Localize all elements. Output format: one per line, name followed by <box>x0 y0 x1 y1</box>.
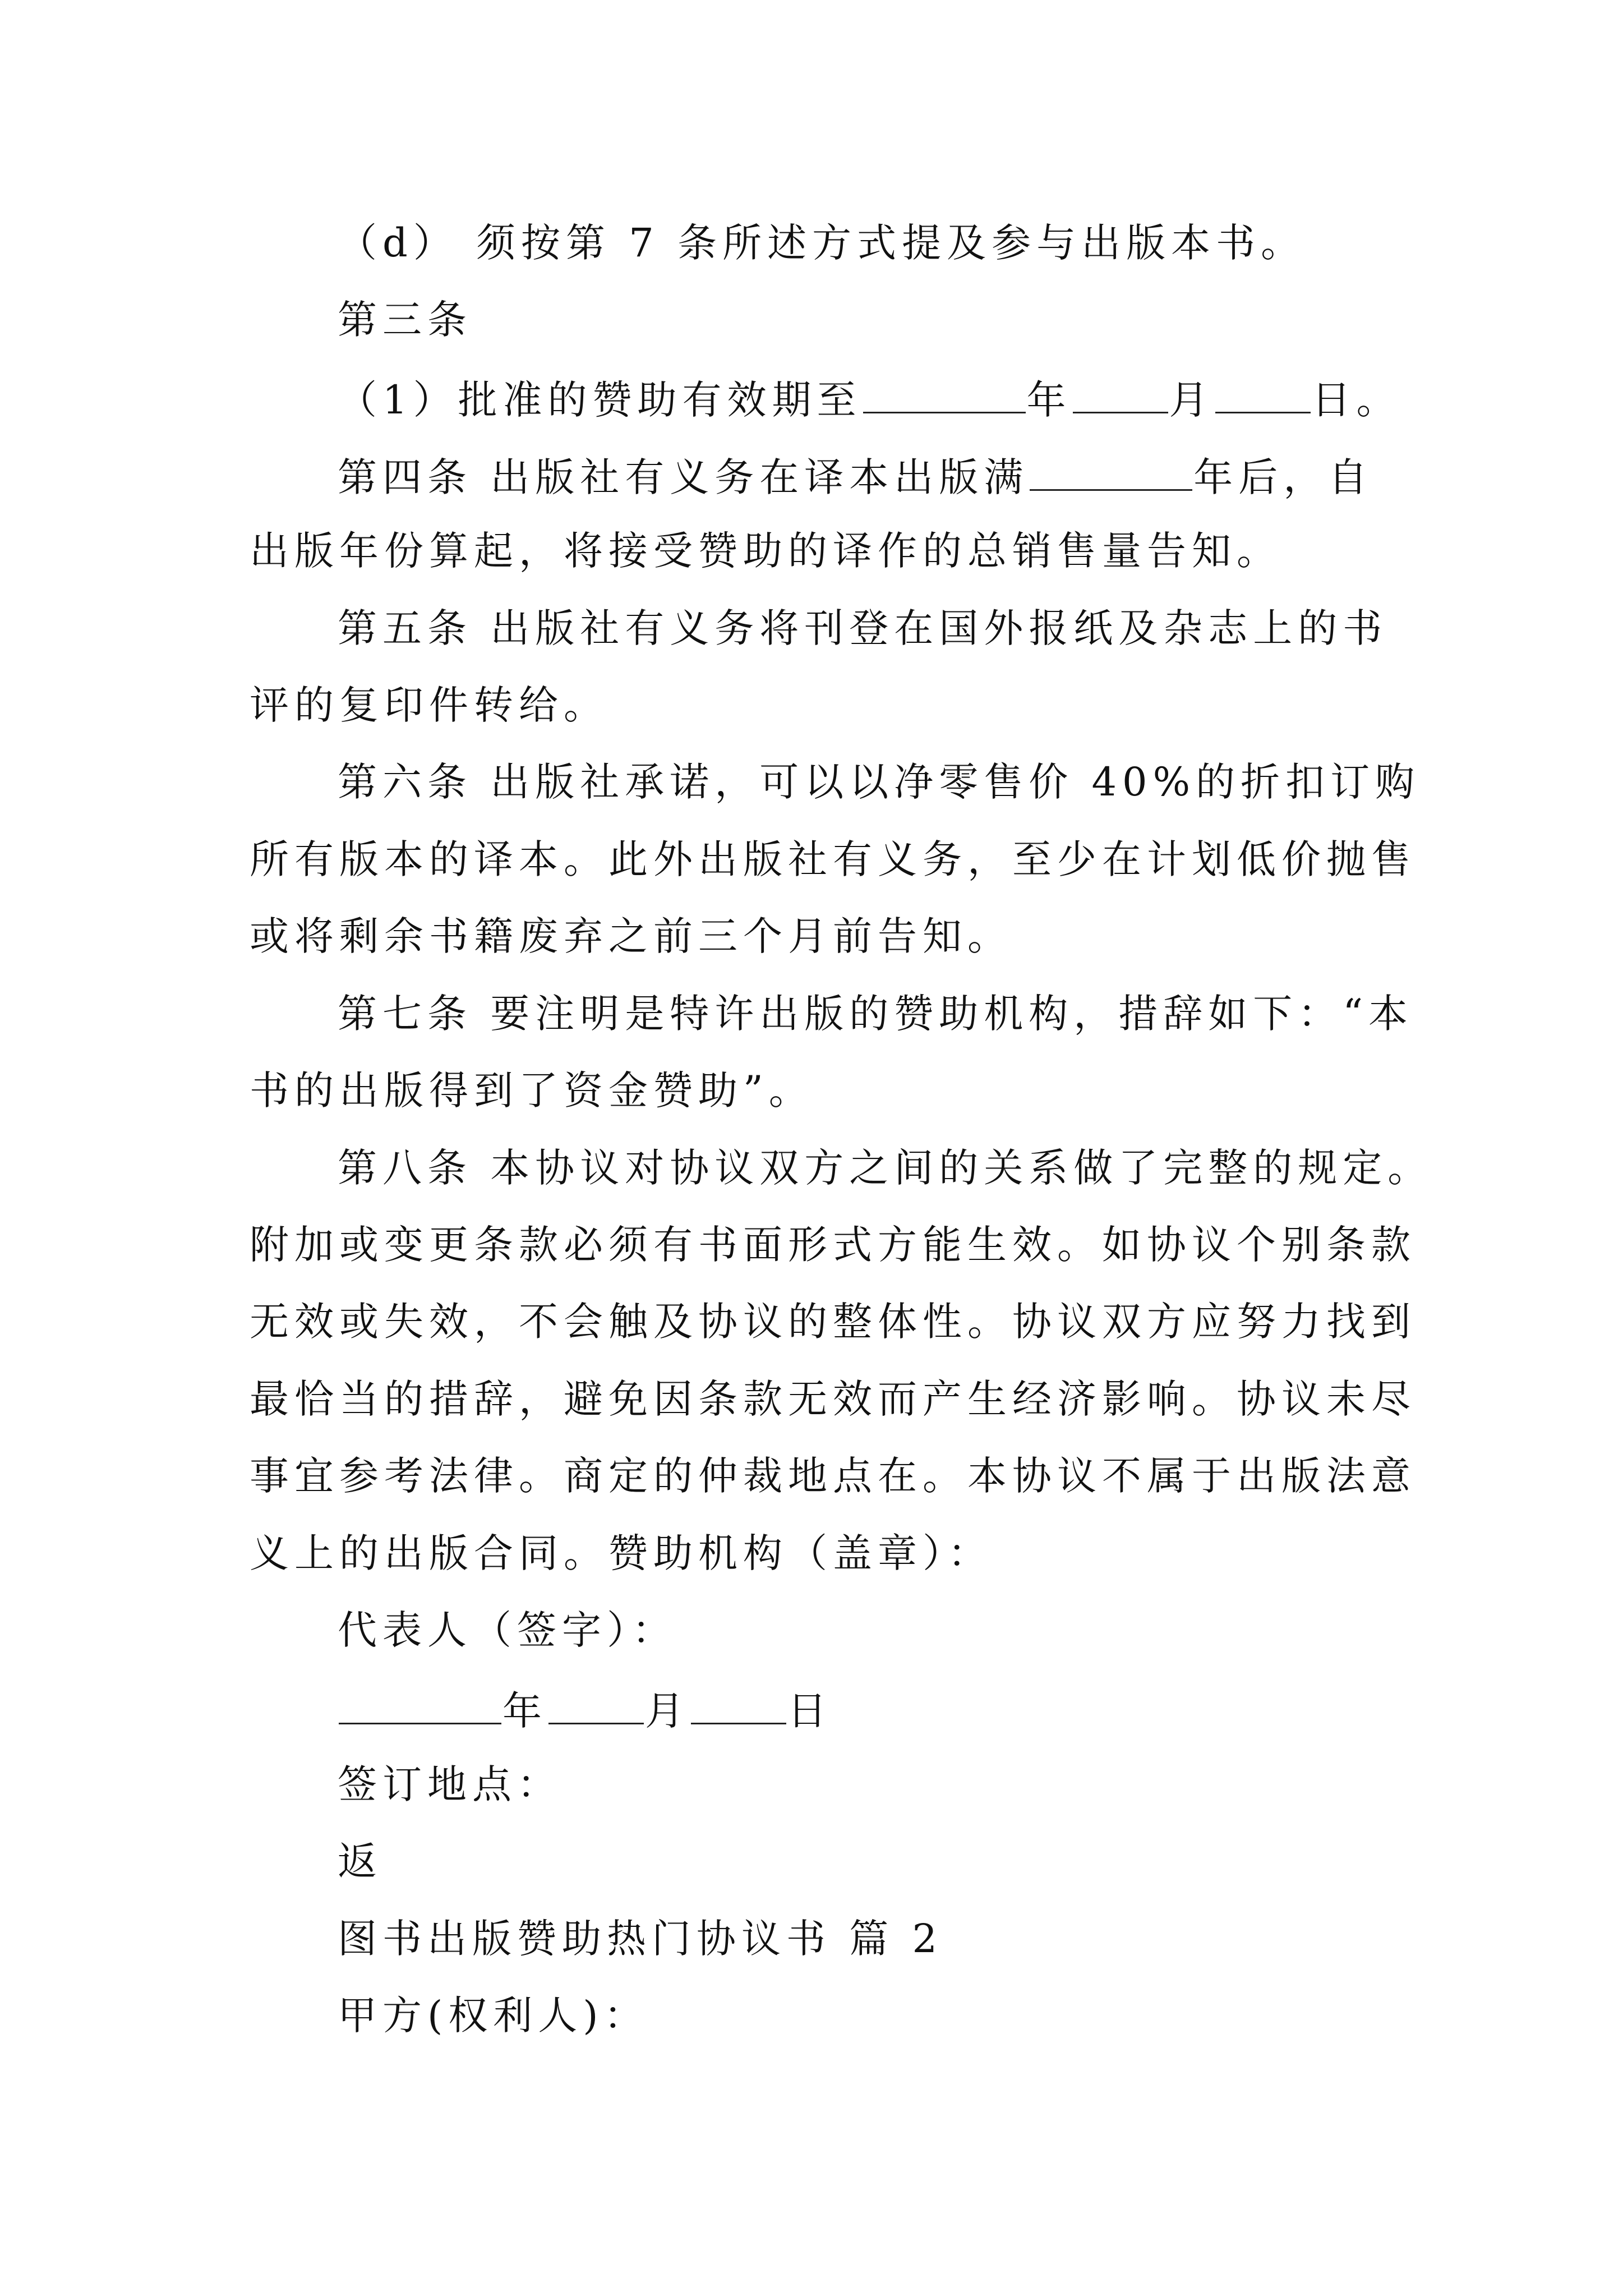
article-8-line-3 <box>250 1299 1416 1345</box>
article-5-line-1 <box>338 605 1388 651</box>
signing-day-label: 日 <box>787 1688 832 1734</box>
signing-year-blank <box>339 1688 501 1724</box>
representative-line <box>338 1607 677 1653</box>
article-8-text-a: 第八条 本协议对协议双方之间的关系做了完整的规定。 <box>338 1145 1433 1191</box>
article-8-text-c: 无效或失效，不会触及协议的整体性。协议双方应努力找到 <box>250 1299 1416 1345</box>
article-5-line-2 <box>250 682 608 728</box>
validity-day-blank <box>1215 377 1311 413</box>
clause-2-item-d-text: （d） 须按第 7 条所述方式提及参与出版本书。 <box>338 220 1306 266</box>
signing-date-line <box>338 1688 832 1734</box>
article-5-text-a: 第五条 出版社有义务将刊登在国外报纸及杂志上的书 <box>338 605 1388 651</box>
representative-label: 代表人（签字）： <box>338 1607 677 1653</box>
return-text: 返 <box>338 1838 382 1884</box>
article-6-text-c: 或将剩余书籍废弃之前三个月前告知。 <box>250 913 1012 959</box>
clause-2-item-d <box>338 220 1306 266</box>
article-3-heading-text: 第三条 <box>338 297 472 343</box>
article-6-text-a: 第六条 出版社承诺，可以以净零售价 40%的折扣订购 <box>338 759 1421 805</box>
party-a-label: 甲方(权利人)： <box>338 1993 649 2039</box>
article-8-text-b: 附加或变更条款必须有书面形式方能生效。如协议个别条款 <box>250 1222 1416 1268</box>
validity-label: （1）批准的赞助有效期至 <box>338 377 862 423</box>
article-8-line-4 <box>250 1376 1416 1422</box>
article-8-line-6 <box>250 1530 993 1576</box>
month-label: 月 <box>1169 377 1214 423</box>
article-6-line-2 <box>250 836 1416 882</box>
article-3-heading <box>338 297 472 343</box>
article-8-line-2 <box>250 1222 1416 1268</box>
article-8-line-1 <box>338 1145 1433 1191</box>
article-8-line-5 <box>250 1453 1416 1499</box>
article-6-line-3 <box>250 913 1012 959</box>
signing-year-label: 年 <box>502 1688 547 1734</box>
article-4-line-1 <box>338 454 1373 500</box>
article-4-text-a: 第四条 出版社有义务在译本出版满 <box>338 454 1029 500</box>
signing-month-blank <box>548 1688 644 1724</box>
article-7-line-2 <box>250 1068 814 1114</box>
article-5-text-b: 评的复印件转给。 <box>250 682 608 728</box>
article-7-line-1 <box>338 991 1414 1037</box>
article-4-line-2 <box>250 528 1281 574</box>
article-8-text-f: 义上的出版合同。赞助机构（盖章）： <box>250 1530 993 1576</box>
article-3-item-1 <box>338 377 1401 423</box>
signing-place-label: 签订地点： <box>338 1761 562 1807</box>
article-4-text-b: 年后，自 <box>1193 454 1373 500</box>
section-title <box>338 1916 943 1962</box>
article-7-text-b: 书的出版得到了资金赞助”。 <box>250 1068 814 1114</box>
article-6-text-b: 所有版本的译本。此外出版社有义务，至少在计划低价抛售 <box>250 836 1416 882</box>
article-8-text-e: 事宜参考法律。商定的仲裁地点在。本协议不属于出版法意 <box>250 1453 1416 1499</box>
year-label: 年 <box>1026 377 1072 423</box>
signing-place-line <box>338 1761 562 1807</box>
article-4-text-c: 出版年份算起，将接受赞助的译作的总销售量告知。 <box>250 528 1281 574</box>
signing-day-blank <box>691 1688 786 1724</box>
article-7-text-a: 第七条 要注明是特许出版的赞助机构，措辞如下：“本 <box>338 991 1414 1037</box>
party-a-line <box>338 1993 649 2039</box>
section-title-text: 图书出版赞助热门协议书 篇 2 <box>338 1916 943 1962</box>
article-6-line-1 <box>338 759 1421 805</box>
return-line <box>338 1838 382 1884</box>
validity-year-blank <box>863 377 1026 413</box>
article-4-years-blank <box>1030 454 1192 491</box>
signing-month-label: 月 <box>645 1688 690 1734</box>
article-8-text-d: 最恰当的措辞，避免因条款无效而产生经济影响。协议未尽 <box>250 1376 1416 1422</box>
day-label: 日。 <box>1311 377 1401 423</box>
validity-month-blank <box>1073 377 1168 413</box>
